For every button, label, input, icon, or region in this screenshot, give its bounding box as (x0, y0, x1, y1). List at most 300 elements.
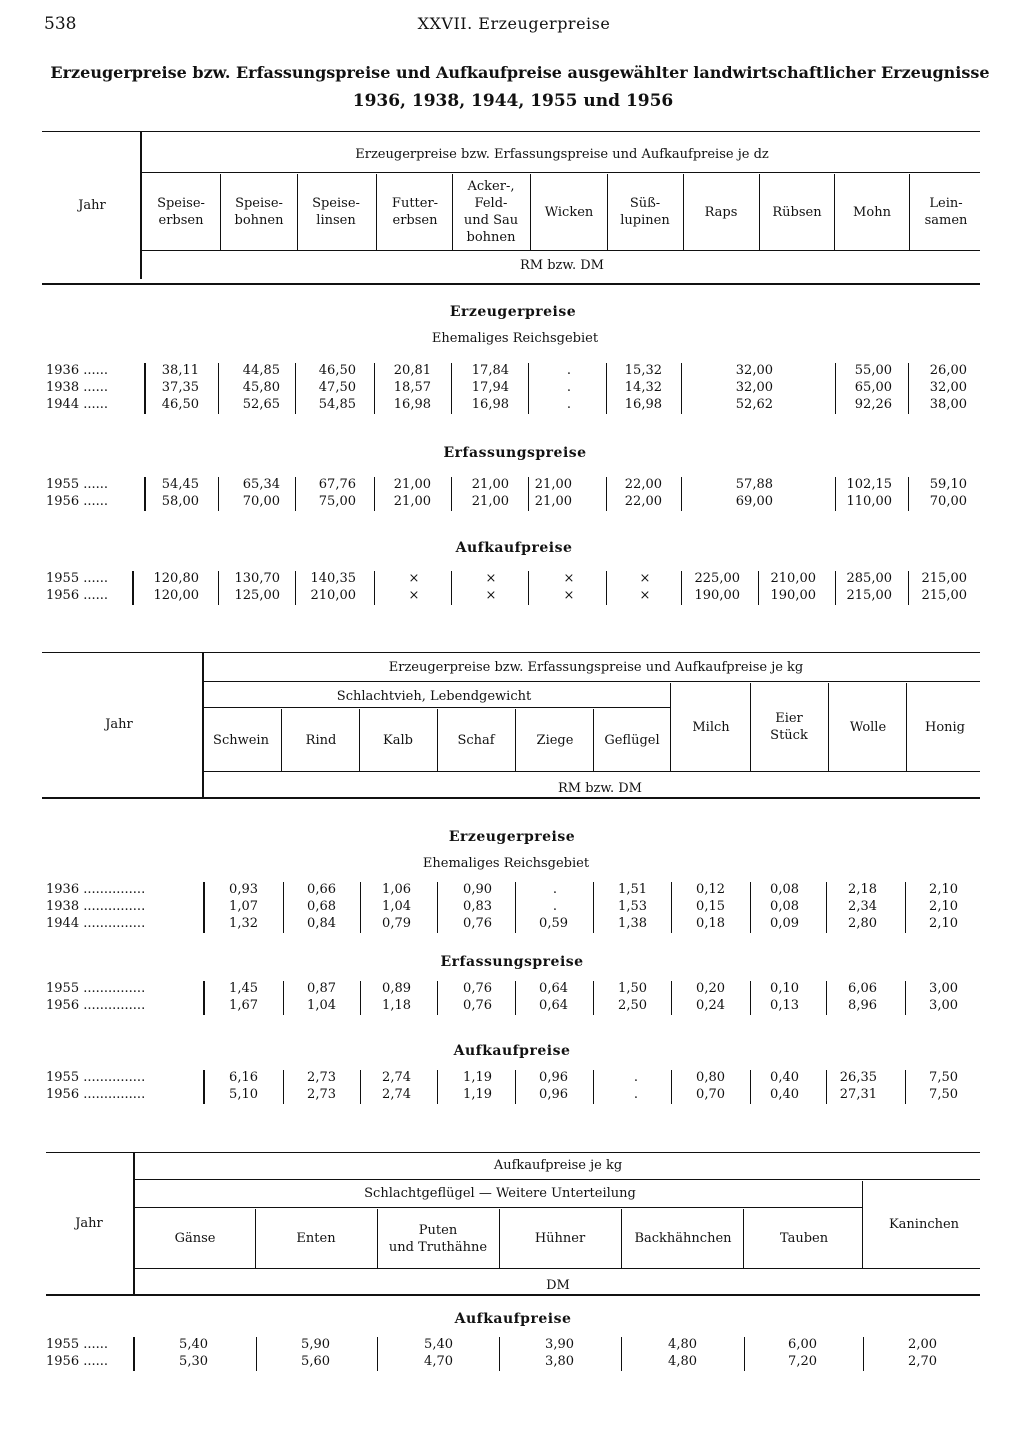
t1-ap-cell: 190,00 (770, 588, 816, 603)
t1-col-divider (607, 174, 608, 250)
t1-ap-row-divider (835, 571, 836, 605)
t2-fp-cell: 0,89 (382, 981, 411, 996)
t2-fp-row-divider (437, 981, 438, 1015)
t1-ep-row-divider (681, 363, 682, 414)
t2-ep-cell: 0,08 (770, 899, 799, 914)
t1-fp-cell: 21,00 (471, 477, 509, 492)
t3-col-header-6: Kaninchen (888, 1217, 960, 1232)
t2-section-aufkaufpreise: Aufkaufpreise (453, 1043, 571, 1059)
t1-ep-cell: 32,00 (735, 363, 773, 378)
t2-ep-cell: 0,68 (307, 899, 336, 914)
t2-col-header-8: Wolle (849, 719, 887, 735)
page-number: 538 (44, 14, 77, 34)
t3-cell: 5,60 (301, 1354, 330, 1369)
t1-fp-row-divider (835, 477, 836, 511)
t2-ap-row-divider (905, 1070, 906, 1104)
t2-ap-row-divider (203, 1070, 205, 1104)
t2-ep-cell: 0,93 (229, 882, 258, 897)
t1-col-divider (530, 174, 531, 250)
t2-section-erfassungspreise: Erfassungspreise (440, 954, 584, 970)
t2-section-erzeugerpreise: Erzeugerpreise (448, 829, 576, 845)
t2-ep-cell: . (552, 882, 558, 897)
t1-fp-cell: 75,00 (318, 494, 356, 509)
t2-ep-cell: 0,59 (539, 916, 568, 931)
t1-fp-row-divider (374, 477, 375, 511)
t1-col-header-2: Speise- linsen (312, 196, 360, 228)
t1-ep-row-divider (295, 363, 296, 414)
t2-col-header-2: Kalb (383, 732, 413, 748)
t1-col-header-9: Mohn (853, 204, 891, 220)
t1-ep-cell: 38,00 (929, 397, 967, 412)
t2-ep-row-divider (360, 882, 361, 933)
t1-section-aufkaufpreise: Aufkaufpreise (455, 540, 573, 556)
t2-ep-cell: 0,12 (696, 882, 725, 897)
t1-ep-cell: 46,50 (161, 397, 199, 412)
t1-fp-cell: 21,00 (534, 494, 572, 509)
t3-row-divider (377, 1337, 378, 1371)
t2-ep-row-divider (671, 882, 672, 933)
t2-ep-cell: 1,53 (618, 899, 647, 914)
t2-ap-row-divider (750, 1070, 751, 1104)
t1-fp-row-divider (606, 477, 607, 511)
t1-ep-row-divider (606, 363, 607, 414)
t1-ap-cell: 140,35 (310, 571, 356, 586)
t2-ap-cell: 1,19 (463, 1070, 492, 1085)
t2-ap-row-divider (593, 1070, 594, 1104)
t1-fp-row-divider (218, 477, 219, 511)
t1-ap-cell: 125,00 (234, 588, 280, 603)
t3-col-header-3: Hühner (534, 1231, 586, 1246)
t1-col-divider (297, 174, 298, 250)
t3-row-divider (744, 1337, 745, 1371)
t2-ap-row-divider (437, 1070, 438, 1104)
t2-ep-cell: 0,76 (463, 916, 492, 931)
t1-ep-row-divider (144, 363, 146, 414)
t3-cell: 4,80 (668, 1337, 697, 1352)
t1-ep-row-divider (908, 363, 909, 414)
t3-col-divider (377, 1209, 378, 1268)
t1-fp-cell: 21,00 (534, 477, 572, 492)
t2-ap-cell: 26,35 (839, 1070, 877, 1085)
t1-fp-cell: 58,00 (161, 494, 199, 509)
t1-ep-cell: . (566, 397, 572, 412)
t2-fp-cell: 1,45 (229, 981, 258, 996)
t3-col-divider (255, 1209, 256, 1268)
t3-col-divider (743, 1209, 744, 1268)
t2-fp-cell: 0,13 (770, 998, 799, 1013)
t1-fp-row-divider (681, 477, 682, 511)
t2-ep-row-divider (593, 882, 594, 933)
t2-fp-cell: 1,50 (618, 981, 647, 996)
t1-ep-cell: 17,94 (471, 380, 509, 395)
t1-col-divider (759, 174, 760, 250)
t2-fp-cell: 0,64 (539, 981, 568, 996)
t1-ep-cell: 92,26 (854, 397, 892, 412)
t1-fp-cell: 65,34 (242, 477, 280, 492)
t1-col-header-5: Wicken (544, 204, 594, 220)
t1-fp-cell: 67,76 (318, 477, 356, 492)
t3-col-divider (621, 1209, 622, 1268)
t1-ep-cell: 47,50 (318, 380, 356, 395)
t1-col-divider (376, 174, 377, 250)
t2-ep-cell: 0,08 (770, 882, 799, 897)
t1-ap-cell: 210,00 (310, 588, 356, 603)
t1-ep-cell: 18,57 (393, 380, 431, 395)
t1-ap-row-divider (908, 571, 909, 605)
t2-fp-cell: 3,00 (929, 981, 958, 996)
t2-unit: RM bzw. DM (558, 781, 642, 796)
t3-unit: DM (546, 1278, 570, 1293)
t3-group-header: Schlachtgeflügel — Weitere Unterteilung (364, 1186, 636, 1201)
t3-col-header-5: Tauben (779, 1231, 829, 1246)
t1-col-divider (683, 174, 684, 250)
t1-col-header-0: Speise- erbsen (157, 196, 205, 228)
t1-fp-cell: 54,45 (161, 477, 199, 492)
t3-row-divider (256, 1337, 257, 1371)
t3-col-divider (499, 1209, 500, 1268)
t1-ap-row-year: 1955 ...... (46, 571, 109, 586)
t3-row-divider (499, 1337, 500, 1371)
t2-ep-row-divider (515, 882, 516, 933)
t1-ep-cell: 46,50 (318, 363, 356, 378)
t1-ap-cell: 190,00 (694, 588, 740, 603)
t2-ep-row-year: 1938 ............... (46, 899, 146, 914)
t1-ap-row-year: 1956 ...... (46, 588, 109, 603)
t2-jahr-header: Jahr (105, 717, 133, 732)
t2-ep-cell: 2,10 (929, 899, 958, 914)
t3-row-divider (621, 1337, 622, 1371)
t1-ap-cell: 120,80 (153, 571, 199, 586)
t3-col-header-1: Enten (296, 1231, 336, 1246)
t2-ap-cell: 7,50 (929, 1087, 958, 1102)
t2-ep-cell: 2,80 (848, 916, 877, 931)
t1-fp-cell: 70,00 (929, 494, 967, 509)
t1-ep-cell: 20,81 (393, 363, 431, 378)
t1-ap-cell: 215,00 (846, 588, 892, 603)
t1-col-header-10: Lein- samen (924, 196, 968, 228)
t1-col-header-3: Futter- erbsen (391, 196, 439, 228)
t1-ep-cell: . (566, 363, 572, 378)
t1-ep-cell: 26,00 (929, 363, 967, 378)
t1-fp-cell: 59,10 (929, 477, 967, 492)
t1-ep-row-divider (374, 363, 375, 414)
t1-ap-row-divider (606, 571, 607, 605)
t2-ep-row-divider (905, 882, 906, 933)
t3-cell: 5,30 (179, 1354, 208, 1369)
t2-ep-cell: 2,34 (848, 899, 877, 914)
t2-ep-row-divider (283, 882, 284, 933)
t1-ep-cell: 17,84 (471, 363, 509, 378)
t2-fp-cell: 0,64 (539, 998, 568, 1013)
t1-ap-row-divider (295, 571, 296, 605)
t1-fp-cell: 21,00 (471, 494, 509, 509)
t1-ep-cell: . (566, 380, 572, 395)
t1-ap-row-divider (451, 571, 452, 605)
t3-cell: 7,20 (788, 1354, 817, 1369)
t2-ep-cell: 2,10 (929, 882, 958, 897)
t1-ap-cell: × (485, 571, 497, 586)
t2-col-divider (906, 683, 907, 771)
t1-ep-cell: 45,80 (242, 380, 280, 395)
t2-col-header-4: Ziege (536, 732, 574, 748)
t1-fp-row-divider (908, 477, 909, 511)
t2-ap-cell: 0,40 (770, 1070, 799, 1085)
t2-col-header-0: Schwein (213, 732, 269, 748)
t2-ap-cell: . (633, 1070, 639, 1085)
t2-col-header-9: Honig (924, 719, 966, 735)
t2-ep-cell: 0,66 (307, 882, 336, 897)
t1-col-header-1: Speise- bohnen (234, 196, 284, 228)
t2-col-divider (593, 709, 594, 771)
t2-col-header-3: Schaf (457, 732, 495, 748)
t1-ap-row-divider (132, 571, 134, 605)
t2-ap-cell: 2,74 (382, 1070, 411, 1085)
t1-ep-cell: 16,98 (624, 397, 662, 412)
t2-ap-row-divider (360, 1070, 361, 1104)
t1-fp-row-divider (451, 477, 452, 511)
t2-ap-cell: 0,96 (539, 1070, 568, 1085)
t2-fp-cell: 1,18 (382, 998, 411, 1013)
t1-ep-row-divider (835, 363, 836, 414)
t2-fp-cell: 0,87 (307, 981, 336, 996)
t1-fp-cell: 70,00 (242, 494, 280, 509)
t3-cell: 5,40 (179, 1337, 208, 1352)
t3-cell: 5,90 (301, 1337, 330, 1352)
t2-ep-cell: 0,83 (463, 899, 492, 914)
t3-col-header-4: Backhähnchen (634, 1231, 732, 1246)
t1-ap-cell: × (639, 588, 651, 603)
t2-ep-cell: 1,51 (618, 882, 647, 897)
t2-ap-row-divider (671, 1070, 672, 1104)
t2-col-divider (437, 709, 438, 771)
t1-top-header: Erzeugerpreise bzw. Erfassungspreise und Aufkaufpreise je dz (355, 147, 769, 162)
t2-fp-cell: 0,24 (696, 998, 725, 1013)
t2-ap-cell: 0,70 (696, 1087, 725, 1102)
t2-col-divider (750, 683, 751, 771)
t2-ep-cell: . (552, 899, 558, 914)
t2-section-sub: Ehemaliges Reichsgebiet (422, 856, 590, 871)
t2-ep-cell: 0,79 (382, 916, 411, 931)
t1-fp-cell: 22,00 (624, 477, 662, 492)
t2-fp-row-divider (671, 981, 672, 1015)
t1-ap-cell: × (485, 588, 497, 603)
t2-ap-cell: . (633, 1087, 639, 1102)
t1-fp-row-year: 1955 ...... (46, 477, 109, 492)
t2-fp-row-year: 1955 ............... (46, 981, 146, 996)
t2-ep-cell: 2,18 (848, 882, 877, 897)
t2-col-divider (281, 709, 282, 771)
t2-ap-cell: 0,40 (770, 1087, 799, 1102)
t3-col-divider (862, 1181, 863, 1268)
t2-ep-cell: 0,90 (463, 882, 492, 897)
t1-ep-cell: 15,32 (624, 363, 662, 378)
t3-section-aufkaufpreise: Aufkaufpreise (454, 1311, 572, 1327)
t2-top-header: Erzeugerpreise bzw. Erfassungspreise und Aufkaufpreise je kg (388, 660, 804, 675)
t2-col-divider (670, 683, 671, 771)
t2-fp-row-divider (593, 981, 594, 1015)
t2-ap-row-divider (283, 1070, 284, 1104)
t2-ap-cell: 5,10 (229, 1087, 258, 1102)
t1-section-erfassungspreise: Erfassungspreise (443, 445, 587, 461)
t1-col-header-8: Rübsen (772, 204, 822, 220)
t3-row-divider (133, 1337, 135, 1371)
t2-fp-cell: 2,50 (618, 998, 647, 1013)
t1-jahr-header: Jahr (78, 198, 106, 213)
t1-ep-row-year: 1938 ...... (46, 380, 109, 395)
page-subtitle: 1936, 1938, 1944, 1955 und 1956 (352, 91, 674, 111)
t2-ep-row-divider (203, 882, 205, 933)
t2-fp-row-divider (203, 981, 205, 1015)
t1-fp-cell: 102,15 (846, 477, 892, 492)
t1-ap-row-divider (681, 571, 682, 605)
t2-ep-cell: 0,09 (770, 916, 799, 931)
t1-fp-cell: 110,00 (846, 494, 892, 509)
t1-ap-cell: 285,00 (846, 571, 892, 586)
t2-ap-cell: 2,73 (307, 1070, 336, 1085)
t2-ep-cell: 1,07 (229, 899, 258, 914)
t2-ap-cell: 27,31 (839, 1087, 877, 1102)
t2-fp-cell: 8,96 (848, 998, 877, 1013)
t3-row-year: 1956 ...... (46, 1354, 109, 1369)
t1-col-divider (909, 174, 910, 250)
t2-ep-cell: 2,10 (929, 916, 958, 931)
t1-ap-cell: × (563, 588, 575, 603)
t1-fp-cell: 22,00 (624, 494, 662, 509)
t2-ap-cell: 2,74 (382, 1087, 411, 1102)
t1-ep-row-year: 1944 ...... (46, 397, 109, 412)
t1-ap-cell: 210,00 (770, 571, 816, 586)
t2-col-header-7: Eier Stück (770, 711, 808, 743)
t1-ep-cell: 16,98 (393, 397, 431, 412)
t2-ep-cell: 1,06 (382, 882, 411, 897)
t2-ap-cell: 2,73 (307, 1087, 336, 1102)
t2-fp-row-divider (515, 981, 516, 1015)
t2-ep-row-divider (750, 882, 751, 933)
t2-col-header-5: Geflügel (604, 732, 660, 748)
t2-group-header: Schlachtvieh, Lebendgewicht (336, 689, 532, 704)
t1-ep-cell: 16,98 (471, 397, 509, 412)
t3-cell: 4,70 (424, 1354, 453, 1369)
t1-ap-row-divider (374, 571, 375, 605)
t1-col-header-7: Raps (704, 204, 738, 220)
t2-fp-cell: 3,00 (929, 998, 958, 1013)
t3-jahr-header: Jahr (75, 1216, 103, 1231)
t1-ap-cell: × (408, 571, 420, 586)
t2-ep-row-year: 1936 ............... (46, 882, 146, 897)
t1-ap-cell: 215,00 (921, 588, 967, 603)
t3-cell: 2,00 (908, 1337, 937, 1352)
t2-fp-row-divider (360, 981, 361, 1015)
t2-ep-cell: 0,18 (696, 916, 725, 931)
t3-col-header-2: Puten und Truthähne (388, 1222, 488, 1255)
t2-fp-cell: 0,20 (696, 981, 725, 996)
t1-ap-cell: 225,00 (694, 571, 740, 586)
t1-ep-cell: 65,00 (854, 380, 892, 395)
t1-ep-row-divider (528, 363, 529, 414)
t3-row-divider (863, 1337, 864, 1371)
t1-fp-cell: 21,00 (393, 494, 431, 509)
t1-ep-cell: 55,00 (854, 363, 892, 378)
t1-ap-cell: × (639, 571, 651, 586)
t1-ep-row-year: 1936 ...... (46, 363, 109, 378)
t2-fp-row-divider (826, 981, 827, 1015)
t1-section-sub: Ehemaliges Reichsgebiet (431, 331, 599, 346)
t3-top-header: Aufkaufpreise je kg (493, 1158, 623, 1173)
t2-ep-row-divider (437, 882, 438, 933)
t1-ap-row-divider (758, 571, 759, 605)
t3-cell: 6,00 (788, 1337, 817, 1352)
t3-cell: 2,70 (908, 1354, 937, 1369)
t2-fp-cell: 1,04 (307, 998, 336, 1013)
t1-ep-row-divider (218, 363, 219, 414)
t2-col-divider (359, 709, 360, 771)
t2-ep-cell: 0,84 (307, 916, 336, 931)
t3-cell: 3,80 (545, 1354, 574, 1369)
t1-col-divider (452, 174, 453, 250)
t2-fp-row-year: 1956 ............... (46, 998, 146, 1013)
t1-ep-cell: 32,00 (929, 380, 967, 395)
t1-section-erzeugerpreise: Erzeugerpreise (449, 304, 577, 320)
page-title: Erzeugerpreise bzw. Erfassungspreise und Aufkaufpreise ausgewählter landwirtschaftlicher Erzeugnisse (50, 63, 990, 82)
t3-col-header-0: Gänse (174, 1231, 216, 1246)
t3-cell: 4,80 (668, 1354, 697, 1369)
t2-ap-row-divider (515, 1070, 516, 1104)
t1-ap-cell: 120,00 (153, 588, 199, 603)
t2-ep-cell: 1,04 (382, 899, 411, 914)
t2-ap-cell: 6,16 (229, 1070, 258, 1085)
t2-ap-cell: 1,19 (463, 1087, 492, 1102)
t3-cell: 3,90 (545, 1337, 574, 1352)
t2-fp-cell: 0,10 (770, 981, 799, 996)
t1-ep-row-divider (451, 363, 452, 414)
t1-col-divider (834, 174, 835, 250)
t2-ap-cell: 7,50 (929, 1070, 958, 1085)
t1-fp-row-divider (295, 477, 296, 511)
t1-fp-cell: 57,88 (735, 477, 773, 492)
t1-ap-row-divider (528, 571, 529, 605)
t1-ep-cell: 38,11 (161, 363, 199, 378)
t1-fp-row-year: 1956 ...... (46, 494, 109, 509)
t2-col-divider (515, 709, 516, 771)
t1-ap-cell: 215,00 (921, 571, 967, 586)
t2-fp-cell: 1,67 (229, 998, 258, 1013)
t2-ap-row-divider (826, 1070, 827, 1104)
t3-row-year: 1955 ...... (46, 1337, 109, 1352)
t1-col-header-4: Acker-, Feld- und Sau bohnen (463, 179, 519, 245)
t1-ap-cell: × (563, 571, 575, 586)
t1-unit: RM bzw. DM (520, 258, 604, 273)
t2-ap-cell: 0,96 (539, 1087, 568, 1102)
t2-col-divider (828, 683, 829, 771)
t2-fp-cell: 0,76 (463, 998, 492, 1013)
t1-fp-row-divider (144, 477, 146, 511)
t2-ap-row-year: 1956 ............... (46, 1087, 146, 1102)
t1-fp-row-divider (528, 477, 529, 511)
t1-ap-row-divider (218, 571, 219, 605)
t2-fp-row-divider (750, 981, 751, 1015)
t2-ep-row-divider (826, 882, 827, 933)
t2-ep-cell: 1,32 (229, 916, 258, 931)
t1-col-divider (220, 174, 221, 250)
t1-ep-cell: 37,35 (161, 380, 199, 395)
t1-ep-cell: 44,85 (242, 363, 280, 378)
t2-fp-row-divider (905, 981, 906, 1015)
t1-fp-cell: 21,00 (393, 477, 431, 492)
t2-ep-row-year: 1944 ............... (46, 916, 146, 931)
t1-ep-cell: 52,65 (242, 397, 280, 412)
t2-ep-cell: 0,15 (696, 899, 725, 914)
t1-ep-cell: 32,00 (735, 380, 773, 395)
